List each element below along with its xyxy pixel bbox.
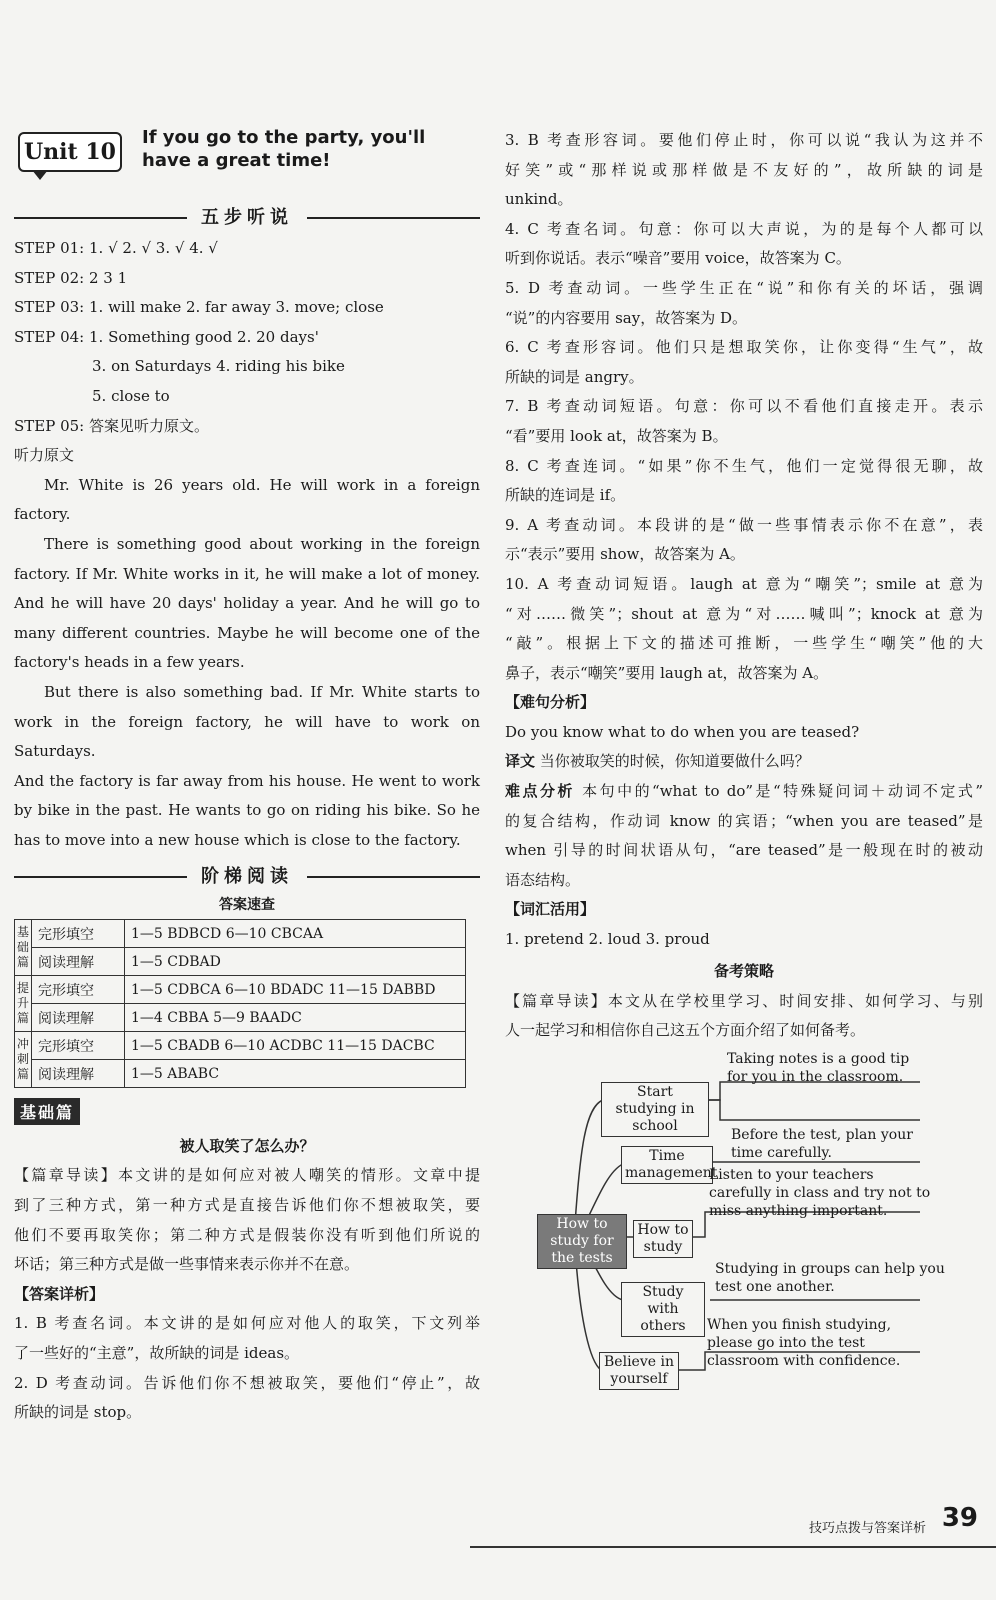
- group-label: 基础篇: [15, 920, 32, 976]
- group-label: 提升篇: [15, 976, 32, 1032]
- guide-line: 到了三种方式，第一种方式是直接告诉他们你不想被取笑，要: [14, 1196, 480, 1215]
- answer-line: 所缺的词是 angry。: [505, 367, 644, 386]
- script-line: by bike in the past. He wants to go on riding his bike. So he: [14, 801, 480, 820]
- table-cell: 1—5 CDBAD: [125, 948, 466, 976]
- table-row: [15, 948, 466, 976]
- mind-map-root: How to study for the tests: [537, 1214, 627, 1269]
- table-cell: 完形填空: [32, 1032, 125, 1060]
- branch-believe-in-yourself: Believe in yourself: [599, 1352, 679, 1390]
- answer-line: 了一些好的“主意”，故所缺的词是 ideas。: [14, 1344, 300, 1363]
- vocab-label: 【词汇活用】: [505, 900, 596, 919]
- mind-map-tip: When you finish studying, please go into the test classroom with confidence.: [707, 1316, 901, 1369]
- script-line: factory. If Mr. White works in it, he will make a lot of money.: [14, 564, 480, 583]
- translation-label: 译文: [505, 752, 536, 771]
- answer-line: 6. C 考查形容词。他们只是想取笑你，让你变得“生气”，故: [505, 338, 983, 357]
- table-row: [15, 1060, 466, 1088]
- translation-text: 当你被取笑的时候，你知道要做什么吗？: [539, 752, 810, 771]
- group-label: 冲刺篇: [15, 1032, 32, 1088]
- step-02: STEP 02: 2 3 1: [14, 268, 128, 287]
- step-01: STEP 01: 1. √ 2. √ 3. √ 4. √: [14, 239, 218, 257]
- unit-title: [142, 126, 425, 172]
- script-line: Mr. White is 26 years old. He will work in a foreign: [44, 475, 480, 494]
- basic-badge: 基础篇: [14, 1098, 80, 1125]
- answer-line: 8. C 考查连词。“如果”你不生气，他们一定觉得很无聊，故: [505, 456, 983, 475]
- mind-map-tip: Listen to your teachers carefully in class and try not to miss anything important.: [709, 1166, 931, 1219]
- table-row: [15, 920, 466, 948]
- branch-how-to-study: How to study: [633, 1220, 693, 1258]
- step-03: STEP 03: 1. will make 2. far away 3. move; close: [14, 298, 384, 317]
- answer-label: 【答案详析】: [14, 1284, 105, 1303]
- script-line: factory.: [14, 505, 71, 524]
- answer-line: 7. B 考查动词短语。句意：你可以不看他们直接走开。表示: [505, 397, 983, 416]
- answer-line: 5. D 考查动词。一些学生正在“说”和你有关的坏话，强调: [505, 278, 983, 297]
- analysis-line: 的复合结构，作动词 know 的宾语；“when you are teased”是: [505, 811, 983, 830]
- analysis-text: 本句中的“what to do”是“特殊疑问词＋动词不定式”: [582, 782, 983, 801]
- guide-line: 坏话；第三种方式是做一些事情来表示你并不在意。: [14, 1255, 360, 1274]
- answer-line: 示“表示”要用 show，故答案为 A。: [505, 545, 745, 564]
- table-cell: 1—5 ABABC: [125, 1060, 466, 1088]
- strategy-title: 备考策略: [713, 961, 774, 980]
- listening-heading: [14, 204, 480, 232]
- speech-tail-icon: [32, 170, 48, 180]
- difficult-sentence: Do you know what to do when you are teased?: [505, 722, 860, 741]
- answer-line: 9. A 考查动词。本段讲的是“做一些事情表示你不在意”，表: [505, 515, 983, 534]
- mind-map-tip: Before the test, plan your time carefully.: [731, 1126, 913, 1161]
- analysis-line: [505, 777, 983, 807]
- table-cell: 阅读理解: [32, 1060, 125, 1088]
- answer-line: “对……微笑”；shout at 意为“对……喊叫”；knock at 意为: [505, 604, 983, 623]
- table-cell: 阅读理解: [32, 1004, 125, 1032]
- script-line: There is something good about working in the foreign: [44, 534, 480, 553]
- guide-line: 他们不要再取笑你；第二种方式是假装你没有听到他们所说的: [14, 1225, 480, 1244]
- footer-label: 技巧点拨与答案详析: [808, 1521, 926, 1536]
- answer-line: 听到你说话。表示“噪音”要用 voice，故答案为 C。: [505, 249, 851, 268]
- script-line: And he will have 20 days' holiday a year. And he will go to: [14, 594, 480, 613]
- unit-title-line1: If you go to the party, you'll: [142, 127, 426, 148]
- guide-line: 【篇章导读】本文讲的是如何应对被人嘲笑的情形。文章中提: [14, 1166, 480, 1185]
- script-line: factory's heads in a few years.: [14, 653, 245, 672]
- answer-line: “说”的内容要用 say，故答案为 D。: [505, 308, 748, 327]
- answer-line: 4. C 考查名词。句意：你可以大声说，为的是每个人都可以: [505, 219, 983, 238]
- answer-line: 好笑”或“那样说或那样做是不友好的”，故所缺的词是: [505, 160, 983, 179]
- answer-line: “看”要用 look at，故答案为 B。: [505, 426, 728, 445]
- step-04: STEP 04: 1. Something good 2. 20 days': [14, 327, 319, 346]
- unit-title-line2: have a great time!: [142, 150, 331, 171]
- answer-line: 所缺的连词是 if。: [505, 486, 626, 505]
- listening-heading-text: 五步听说: [187, 204, 307, 232]
- script-line: And the factory is far away from his house. He went to work: [14, 771, 480, 790]
- script-line: has to move into a new house which is close to the factory.: [14, 830, 461, 849]
- step-04-cont2: 5. close to: [92, 386, 170, 405]
- answer-line: unkind。: [505, 190, 573, 209]
- script-line: work in the foreign factory, he will have to work on Saturdays.: [14, 712, 480, 761]
- step-04-cont: 3. on Saturdays 4. riding his bike: [92, 357, 345, 376]
- translation: [505, 747, 983, 777]
- answer-table-title: 答案速查: [219, 897, 275, 914]
- vocab-answers: 1. pretend 2. loud 3. proud: [505, 930, 710, 949]
- left-column: [14, 126, 480, 1428]
- strategy-guide: 人一起学习和相信你自己这五个方面介绍了如何备考。: [505, 1021, 866, 1040]
- analysis-line: when 引导的时间状语从句，“are teased”是一般现在时的被动: [505, 841, 983, 860]
- script-label: 听力原文: [14, 446, 75, 465]
- reading-heading-text: 阶梯阅读: [187, 863, 307, 891]
- table-cell: 完形填空: [32, 920, 125, 948]
- answer-line: 10. A 考查动词短语。laugh at 意为“嘲笑”；smile at 意为: [505, 574, 983, 593]
- analysis-line: 语态结构。: [505, 870, 581, 889]
- listening-steps: [14, 234, 480, 441]
- table-cell: 1—4 CBBA 5—9 BAADC: [125, 1004, 466, 1032]
- table-row: [15, 976, 466, 1004]
- reading-heading: [14, 863, 480, 891]
- table-cell: 1—5 CBADB 6—10 ACDBC 11—15 DACBC: [125, 1032, 466, 1060]
- table-cell: 1—5 CDBCA 6—10 BDADC 11—15 DABBD: [125, 976, 466, 1004]
- table-cell: 1—5 BDBCD 6—10 CBCAA: [125, 920, 466, 948]
- script-line: But there is also something bad. If Mr. White starts to: [44, 682, 480, 701]
- branch-start-studying: Start studying in school: [601, 1082, 709, 1137]
- unit-label: Unit 10: [18, 132, 122, 172]
- article-title: 被人取笑了怎么办？: [179, 1137, 315, 1156]
- table-row: [15, 1004, 466, 1032]
- branch-study-with-others: Study with others: [621, 1282, 705, 1337]
- mind-map: [505, 1052, 983, 1412]
- table-cell: 阅读理解: [32, 948, 125, 976]
- unit-header: [14, 126, 480, 200]
- mind-map-tip: Taking notes is a good tip for you in the classroom.: [727, 1050, 910, 1085]
- mind-map-tip: Studying in groups can help you test one another.: [715, 1260, 945, 1295]
- footer-rule: [470, 1546, 996, 1548]
- step-05: STEP 05: 答案见听力原文。: [14, 416, 210, 435]
- answer-line: “敲”。根据上下文的描述可推断，一些学生“嘲笑”他的大: [505, 634, 983, 653]
- listening-script: [14, 441, 480, 855]
- answer-line: 2. D 考查动词。告诉他们你不想被取笑，要他们“停止”，故: [14, 1373, 480, 1392]
- analysis-label: 难点分析: [505, 782, 575, 801]
- answer-line: 所缺的词是 stop。: [14, 1403, 142, 1422]
- script-line: many different countries. Maybe he will become one of the: [14, 623, 480, 642]
- page-number: 39: [941, 1503, 978, 1533]
- table-row: [15, 1032, 466, 1060]
- answer-table: [14, 919, 466, 1088]
- right-column: [505, 126, 983, 1412]
- difficult-label: 【难句分析】: [505, 693, 596, 712]
- branch-time-management: Time management: [621, 1146, 713, 1184]
- strategy-guide: 【篇章导读】本文从在学校里学习、时间安排、如何学习、与别: [505, 991, 983, 1010]
- table-cell: 完形填空: [32, 976, 125, 1004]
- answer-line: 3. B 考查形容词。要他们停止时，你可以说“我认为这并不: [505, 131, 983, 149]
- answer-line: 鼻子，表示“嘲笑”要用 laugh at，故答案为 A。: [505, 663, 829, 682]
- answer-line: 1. B 考查名词。本文讲的是如何应对他人的取笑，下文列举: [14, 1314, 480, 1333]
